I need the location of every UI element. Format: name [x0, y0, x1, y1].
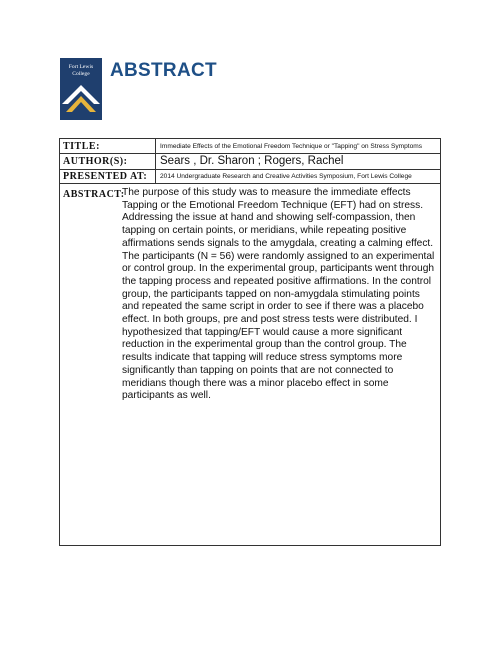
author-label: AUTHOR(S):	[60, 153, 156, 169]
author-row	[60, 153, 440, 170]
presented-value: 2014 Undergraduate Research and Creative Activities Symposium, Fort Lewis College	[160, 172, 412, 180]
abstract-label: ABSTRACT:	[63, 189, 125, 200]
abstract-text: The purpose of this study was to measure the immediate effects Tapping or the Emotional Freedom Technique (EFT) had on stress. Addressing the issue at hand and showing self-compassion, then tapping on certain points, or meridians, while repeating positive affirmations sends signals to the amygdala, creating a calming effect. The participants (N = 56) were randomly assigned to an experimental or control group. In the experimental group, participants went through the tapping process and repeated positive affirmations. In the control group, the participants tapped on non-amygdala stimulating points and repeated the same script in order to see if there was a placebo effect. In both groups, pre and post stress tests were distributed. I hypothesized that tapping/EFT would cause a more significant reduction in the experimental group than the control group. The results indicate that tapping will reduce stress symptoms more significantly than tapping on points that are not connected to meridians though there was a minor placebo effect in some participants as well.	[122, 187, 435, 402]
presented-row	[60, 169, 440, 184]
fort-lewis-college-logo	[60, 58, 102, 120]
title-row	[60, 139, 440, 154]
logo-line1: Fort Lewis	[68, 64, 94, 70]
logo-line2: College	[72, 71, 90, 77]
author-value: Sears , Dr. Sharon ; Rogers, Rachel	[160, 155, 344, 167]
page-heading: ABSTRACT	[110, 60, 217, 81]
presented-label: PRESENTED AT:	[60, 169, 156, 183]
abstract-form	[59, 138, 441, 546]
title-value: Immediate Effects of the Emotional Freedom Technique or "Tapping" on Stress Symptoms	[160, 142, 423, 150]
title-label: TITLE:	[60, 139, 156, 153]
